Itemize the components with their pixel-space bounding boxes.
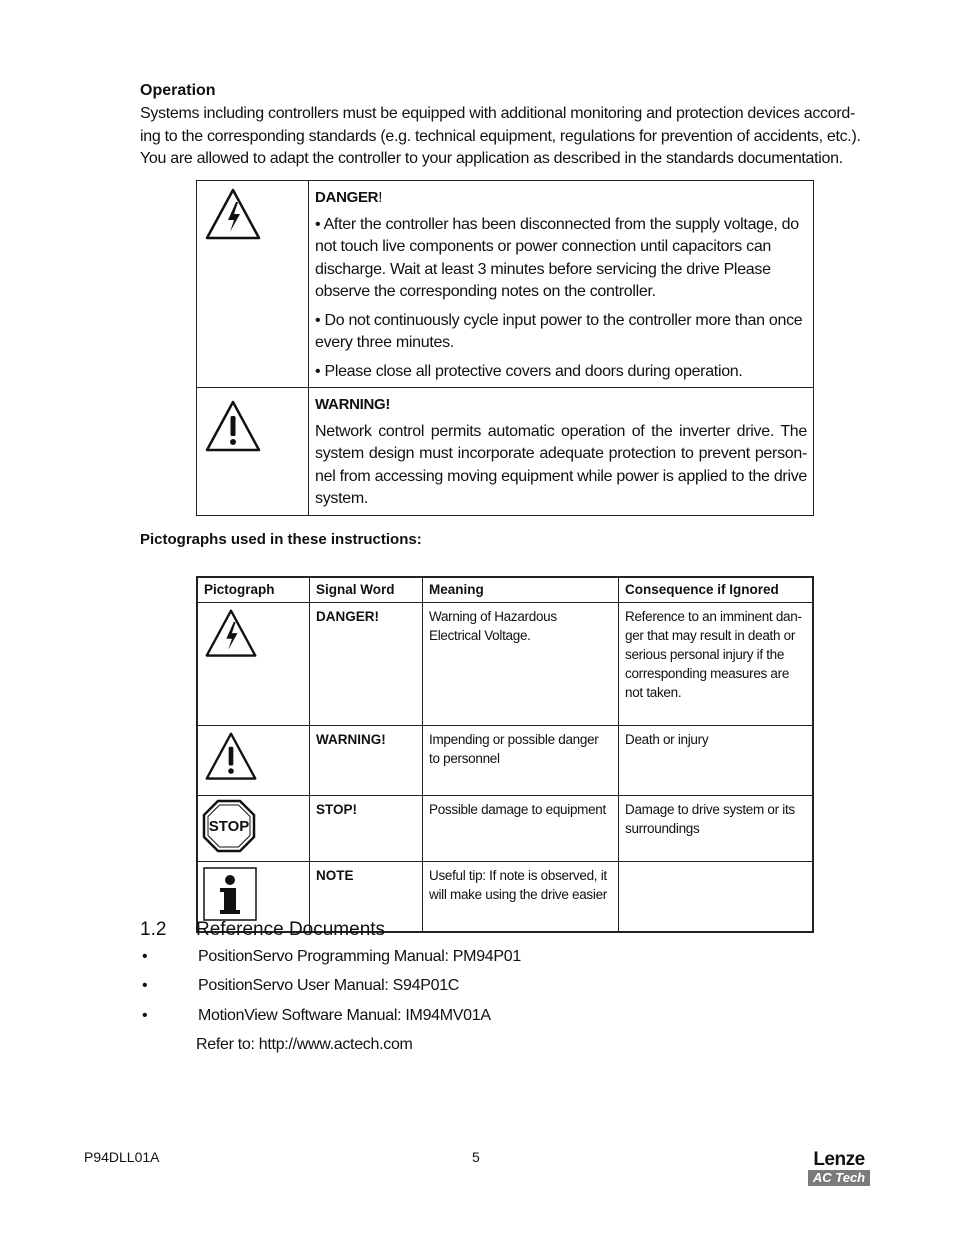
bullet: •	[142, 1007, 148, 1024]
doc-code: P94DLL01A	[84, 1149, 160, 1165]
signal-word-cell: WARNING!	[310, 726, 423, 796]
warning-signal-word: WARNING!	[315, 396, 391, 413]
operation-body: Systems including controllers must be equipped with additional monitoring and protection devices accord-ing to the corresponding standards (e.g. technical equipment, regulations for prevention of accidents, etc.). You are allowed to adapt the controller to your application as described in the standards documentation.	[140, 105, 861, 167]
danger-icon-cell	[197, 181, 309, 388]
section-title: Reference Documents	[196, 919, 386, 940]
danger-signal-suffix: !	[378, 189, 383, 206]
pictograph-cell	[197, 796, 310, 862]
info-icon	[202, 866, 258, 922]
consequence-cell: Reference to an imminent dan-ger that may result in death or serious personal injury if the corresponding measures are not taken.	[619, 603, 814, 726]
danger-text-cell	[309, 181, 814, 388]
consequence-cell	[619, 862, 814, 933]
section-heading	[140, 919, 385, 941]
table-row	[197, 726, 813, 796]
column-header: Pictograph	[197, 577, 310, 603]
operation-heading: Operation	[140, 82, 216, 99]
warning-exclamation-icon	[202, 730, 260, 786]
table-row	[197, 603, 813, 726]
pictographs-table	[196, 576, 814, 933]
warning-row	[197, 388, 814, 516]
list-item-text: PositionServo User Manual: S94P01C	[198, 977, 460, 994]
danger-row	[197, 181, 814, 388]
list-item	[140, 977, 459, 995]
signal-word-cell: DANGER!	[310, 603, 423, 726]
pictograph-cell	[197, 603, 310, 726]
column-header: Signal Word	[310, 577, 423, 603]
danger-paragraph-1: • After the controller has been disconnected from the supply voltage, do not touch live components or power connection until capacitors can discharge. Wait at least 3 minutes before servicing the drive Please observe the corresponding notes on the controller.	[315, 215, 799, 300]
warning-text-cell	[309, 388, 814, 516]
pictograph-cell	[197, 726, 310, 796]
warning-paragraph-1: Network control permits automatic operation of the inverter drive. The system design must incorporate adequate protection to prevent person-nel from accessing moving equipment while power is applied to the drive system.	[315, 422, 807, 507]
danger-signal-word: DANGER	[315, 189, 379, 206]
consequence-cell: Death or injury	[619, 726, 814, 796]
logo-line-2: AC Tech	[808, 1170, 870, 1186]
stop-sign-icon	[202, 799, 256, 853]
section-number: 1.2	[140, 919, 167, 940]
bullet: •	[142, 977, 148, 994]
signal-word-cell: STOP!	[310, 796, 423, 862]
column-header: Meaning	[423, 577, 619, 603]
warning-exclamation-icon	[203, 398, 263, 458]
consequence-cell: Damage to drive system or its surroundings	[619, 796, 814, 862]
pictographs-heading: Pictographs used in these instructions:	[140, 531, 422, 548]
lenze-logo	[808, 1150, 870, 1186]
warning-icon-cell	[197, 388, 309, 516]
electrical-hazard-icon	[203, 186, 263, 246]
meaning-cell: Useful tip: If note is observed, it will make using the drive easier	[423, 862, 619, 933]
meaning-cell: Impending or possible danger to personnel	[423, 726, 619, 796]
meaning-cell: Possible damage to equipment	[423, 796, 619, 862]
meaning-cell: Warning of Hazardous Electrical Voltage.	[423, 603, 619, 726]
table-header-row	[197, 577, 813, 603]
list-item-text: MotionView Software Manual: IM94MV01A	[198, 1007, 491, 1024]
list-item	[140, 1007, 491, 1025]
refer-text: Refer to: http://www.actech.com	[196, 1036, 413, 1053]
electrical-hazard-icon	[202, 607, 260, 663]
signal-word-cell: NOTE	[310, 862, 423, 933]
page-number: 5	[472, 1149, 480, 1165]
stop-sign-text: STOP	[208, 818, 250, 835]
logo-line-1: Lenze	[813, 1149, 865, 1170]
list-item-text: PositionServo Programming Manual: PM94P01	[198, 948, 521, 965]
list-item	[140, 948, 521, 966]
bullet: •	[142, 948, 148, 965]
danger-paragraph-2: • Do not continuously cycle input power to the controller more than once every three minutes.	[315, 311, 803, 351]
danger-paragraph-3: • Please close all protective covers and doors during operation.	[315, 362, 743, 380]
column-header: Consequence if Ignored	[619, 577, 814, 603]
table-row	[197, 796, 813, 862]
safety-warning-table	[196, 180, 814, 516]
